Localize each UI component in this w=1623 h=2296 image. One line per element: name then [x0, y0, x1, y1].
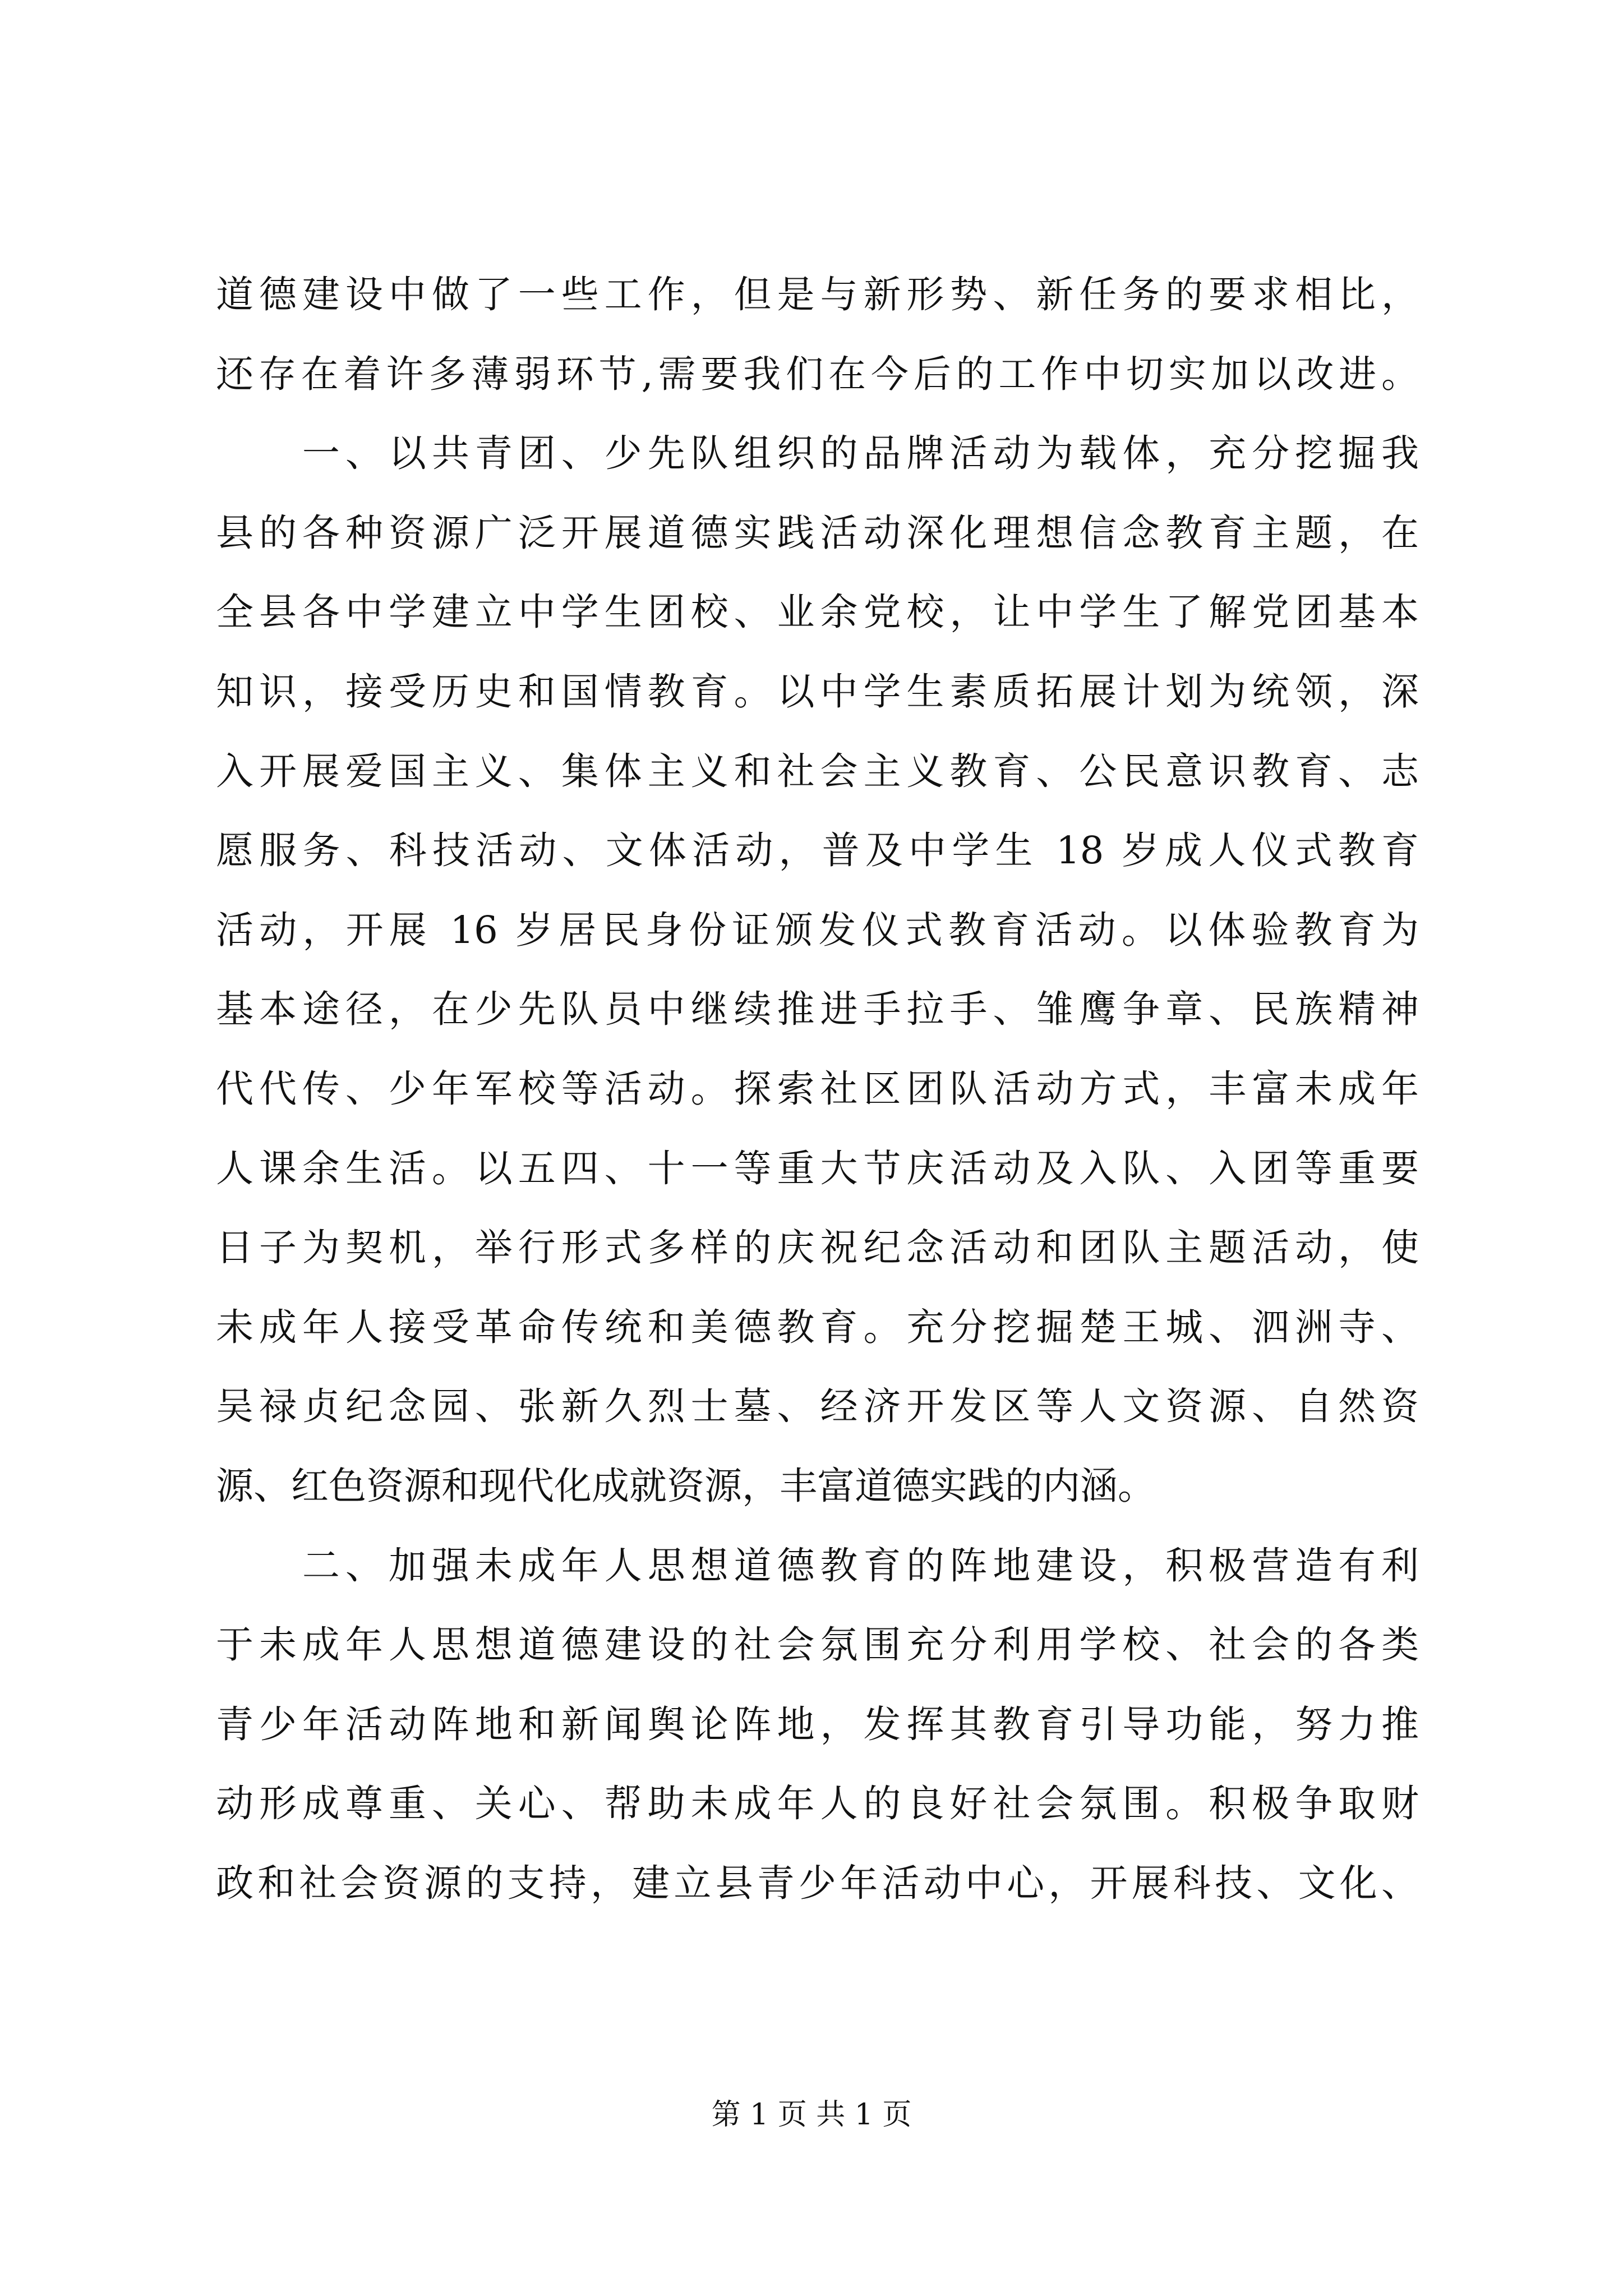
text-line-5: 全县各中学建立中学生团校、业余党校，让中学生了解党团基本: [216, 590, 1419, 634]
text-line-18: 于未成年人思想道德建设的社会氛围充分利用学校、社会的各类: [216, 1623, 1419, 1667]
text-line-16: 源、红色资源和现代化成就资源，丰富道德实践的内涵。: [216, 1464, 1155, 1508]
page-footer: [0, 2098, 1623, 2132]
text-line-9: 活动，开展 16 岁居民身份证颁发仪式教育活动。以体验教育为: [216, 908, 1419, 952]
text-line-17: 二、加强未成年人思想道德教育的阵地建设，积极营造有利: [216, 1543, 1419, 1588]
text-line-13: 日子为契机，举行形式多样的庆祝纪念活动和团队主题活动，使: [216, 1226, 1419, 1270]
text-line-11: 代代传、少年军校等活动。探索社区团队活动方式，丰富未成年: [216, 1066, 1419, 1111]
text-line-7: 入开展爱国主义、集体主义和社会主义教育、公民意识教育、志: [216, 749, 1419, 793]
text-line-2: 还存在着许多薄弱环节,需要我们在今后的工作中切实加以改进。: [216, 352, 1419, 396]
text-line-21: 政和社会资源的支持，建立县青少年活动中心，开展科技、文化、: [216, 1861, 1419, 1905]
text-line-6: 知识，接受历史和国情教育。以中学生素质拓展计划为统领，深: [216, 669, 1419, 714]
text-line-3: 一、以共青团、少先队组织的品牌活动为载体，充分挖掘我: [216, 431, 1419, 476]
text-line-20: 动形成尊重、关心、帮助未成年人的良好社会氛围。积极争取财: [216, 1782, 1419, 1826]
page-number: 第 1 页 共 1 页: [711, 2098, 912, 2132]
text-line-10: 基本途径，在少先队员中继续推进手拉手、雏鹰争章、民族精神: [216, 987, 1419, 1032]
text-line-14: 未成年人接受革命传统和美德教育。充分挖掘楚王城、泗洲寺、: [216, 1305, 1419, 1349]
text-line-1: 道德建设中做了一些工作，但是与新形势、新任务的要求相比，: [216, 273, 1419, 316]
text-line-12: 人课余生活。以五四、十一等重大节庆活动及入队、入团等重要: [216, 1146, 1419, 1190]
body-text: [216, 255, 1419, 1923]
text-line-4: 县的各种资源广泛开展道德实践活动深化理想信念教育主题，在: [216, 510, 1419, 555]
text-line-8: 愿服务、科技活动、文体活动，普及中学生 18 岁成人仪式教育: [216, 829, 1419, 873]
text-line-19: 青少年活动阵地和新闻舆论阵地，发挥其教育引导功能，努力推: [216, 1702, 1419, 1746]
text-line-15: 吴禄贞纪念园、张新久烈士墓、经济开发区等人文资源、自然资: [216, 1384, 1419, 1429]
